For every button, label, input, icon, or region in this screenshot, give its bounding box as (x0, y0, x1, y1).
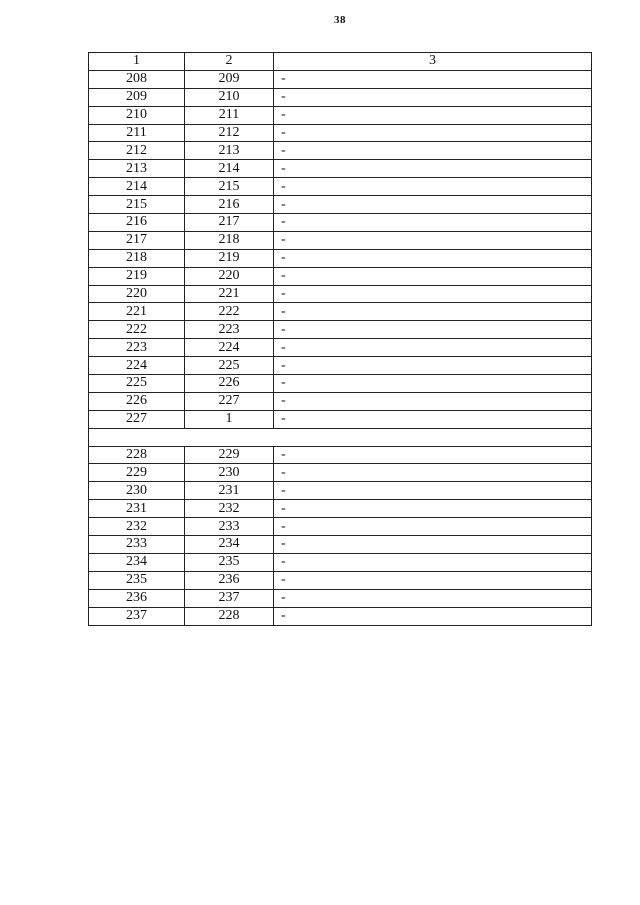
table-row (89, 249, 592, 267)
table-cell-col3: - (274, 607, 592, 625)
table-cell-col1: 230 (89, 482, 185, 500)
table-cell-col1: 228 (89, 446, 185, 464)
table-row (89, 142, 592, 160)
table-row (89, 178, 592, 196)
table-cell-col3: - (274, 357, 592, 375)
table-row (89, 607, 592, 625)
table-cell-col1: 214 (89, 178, 185, 196)
table-cell-col2: 232 (185, 500, 274, 518)
table-cell-col1: 217 (89, 231, 185, 249)
table-cell-col2: 223 (185, 321, 274, 339)
table-cell-col2: 231 (185, 482, 274, 500)
table-row (89, 214, 592, 232)
column-header-3: 3 (274, 53, 592, 71)
table-cell-col1: 237 (89, 607, 185, 625)
table-cell-col1: 222 (89, 321, 185, 339)
table-cell-col2: 234 (185, 536, 274, 554)
table-row (89, 500, 592, 518)
table-cell-col1: 211 (89, 124, 185, 142)
table-cell-col3: - (274, 142, 592, 160)
table-cell-col1: 226 (89, 392, 185, 410)
table-cell-col3: - (274, 553, 592, 571)
table-row (89, 321, 592, 339)
table-cell-col3: - (274, 392, 592, 410)
table-cell-col2: 212 (185, 124, 274, 142)
table-row (89, 267, 592, 285)
table-cell-col3: - (274, 410, 592, 428)
table-cell-col2: 217 (185, 214, 274, 232)
table-row (89, 446, 592, 464)
table-cell-col1: 227 (89, 410, 185, 428)
table-row (89, 303, 592, 321)
table-row (89, 357, 592, 375)
table-header (89, 53, 592, 71)
table-cell-col1: 213 (89, 160, 185, 178)
table-cell-col1: 220 (89, 285, 185, 303)
table-row (89, 339, 592, 357)
table-cell-col3: - (274, 285, 592, 303)
table-cell-col1: 212 (89, 142, 185, 160)
table-cell-col2: 211 (185, 106, 274, 124)
table-cell-col3: - (274, 482, 592, 500)
column-header-2: 2 (185, 53, 274, 71)
table-cell-col2: 228 (185, 607, 274, 625)
table-cell-col2: 229 (185, 446, 274, 464)
table-cell-col2: 230 (185, 464, 274, 482)
table-cell-col2: 218 (185, 231, 274, 249)
table-row (89, 124, 592, 142)
table-cell-col1: 218 (89, 249, 185, 267)
table-cell-col2: 213 (185, 142, 274, 160)
table-cell-col3: - (274, 124, 592, 142)
table-cell-col2: 220 (185, 267, 274, 285)
table-cell-col1: 234 (89, 553, 185, 571)
table-cell-col1: 223 (89, 339, 185, 357)
table-cell-col3: - (274, 178, 592, 196)
table-row (89, 464, 592, 482)
table-cell-col1: 232 (89, 518, 185, 536)
table-separator-row (89, 428, 592, 446)
table-row (89, 106, 592, 124)
table-cell-col2: 216 (185, 196, 274, 214)
table-row (89, 160, 592, 178)
table-row (89, 285, 592, 303)
table-cell-col3: - (274, 536, 592, 554)
table-cell-col3: - (274, 88, 592, 106)
table-cell-col1: 224 (89, 357, 185, 375)
table-separator-cell (89, 428, 592, 446)
table-cell-col1: 215 (89, 196, 185, 214)
table-cell-col2: 214 (185, 160, 274, 178)
table-cell-col3: - (274, 375, 592, 393)
table-cell-col2: 235 (185, 553, 274, 571)
table-cell-col3: - (274, 70, 592, 88)
table-cell-col1: 233 (89, 536, 185, 554)
table-cell-col3: - (274, 500, 592, 518)
table-cell-col2: 215 (185, 178, 274, 196)
table-cell-col3: - (274, 518, 592, 536)
table-row (89, 88, 592, 106)
table-cell-col2: 219 (185, 249, 274, 267)
table-cell-col2: 210 (185, 88, 274, 106)
table-cell-col2: 221 (185, 285, 274, 303)
table-row (89, 392, 592, 410)
table-cell-col3: - (274, 589, 592, 607)
table-cell-col3: - (274, 214, 592, 232)
table-row (89, 536, 592, 554)
table-row (89, 518, 592, 536)
table-cell-col2: 1 (185, 410, 274, 428)
table-cell-col2: 233 (185, 518, 274, 536)
table-cell-col1: 231 (89, 500, 185, 518)
table-cell-col1: 209 (89, 88, 185, 106)
table-row (89, 553, 592, 571)
table-cell-col1: 221 (89, 303, 185, 321)
column-header-1: 1 (89, 53, 185, 71)
table-cell-col2: 227 (185, 392, 274, 410)
table-cell-col1: 235 (89, 571, 185, 589)
table-row (89, 70, 592, 88)
table-row (89, 589, 592, 607)
table-row (89, 375, 592, 393)
table-cell-col3: - (274, 196, 592, 214)
table-cell-col1: 225 (89, 375, 185, 393)
table-cell-col2: 209 (185, 70, 274, 88)
table-cell-col3: - (274, 464, 592, 482)
table-cell-col1: 229 (89, 464, 185, 482)
table-cell-col1: 219 (89, 267, 185, 285)
table-cell-col2: 236 (185, 571, 274, 589)
table-row (89, 410, 592, 428)
table-cell-col1: 208 (89, 70, 185, 88)
table-cell-col3: - (274, 303, 592, 321)
table-cell-col3: - (274, 249, 592, 267)
table-cell-col2: 225 (185, 357, 274, 375)
header-row (89, 53, 592, 71)
table-cell-col3: - (274, 231, 592, 249)
data-table (88, 52, 592, 626)
table-row (89, 571, 592, 589)
table-cell-col1: 210 (89, 106, 185, 124)
table-cell-col3: - (274, 339, 592, 357)
table-cell-col2: 226 (185, 375, 274, 393)
table-cell-col3: - (274, 106, 592, 124)
table-row (89, 196, 592, 214)
table-cell-col1: 216 (89, 214, 185, 232)
table-row (89, 482, 592, 500)
table-cell-col3: - (274, 446, 592, 464)
table-cell-col2: 222 (185, 303, 274, 321)
table-cell-col1: 236 (89, 589, 185, 607)
table-cell-col3: - (274, 321, 592, 339)
table-cell-col3: - (274, 571, 592, 589)
table-cell-col3: - (274, 160, 592, 178)
table-body (89, 70, 592, 625)
table-row (89, 231, 592, 249)
table-cell-col2: 237 (185, 589, 274, 607)
table-cell-col3: - (274, 267, 592, 285)
table-cell-col2: 224 (185, 339, 274, 357)
page-number: 38 (334, 14, 346, 26)
